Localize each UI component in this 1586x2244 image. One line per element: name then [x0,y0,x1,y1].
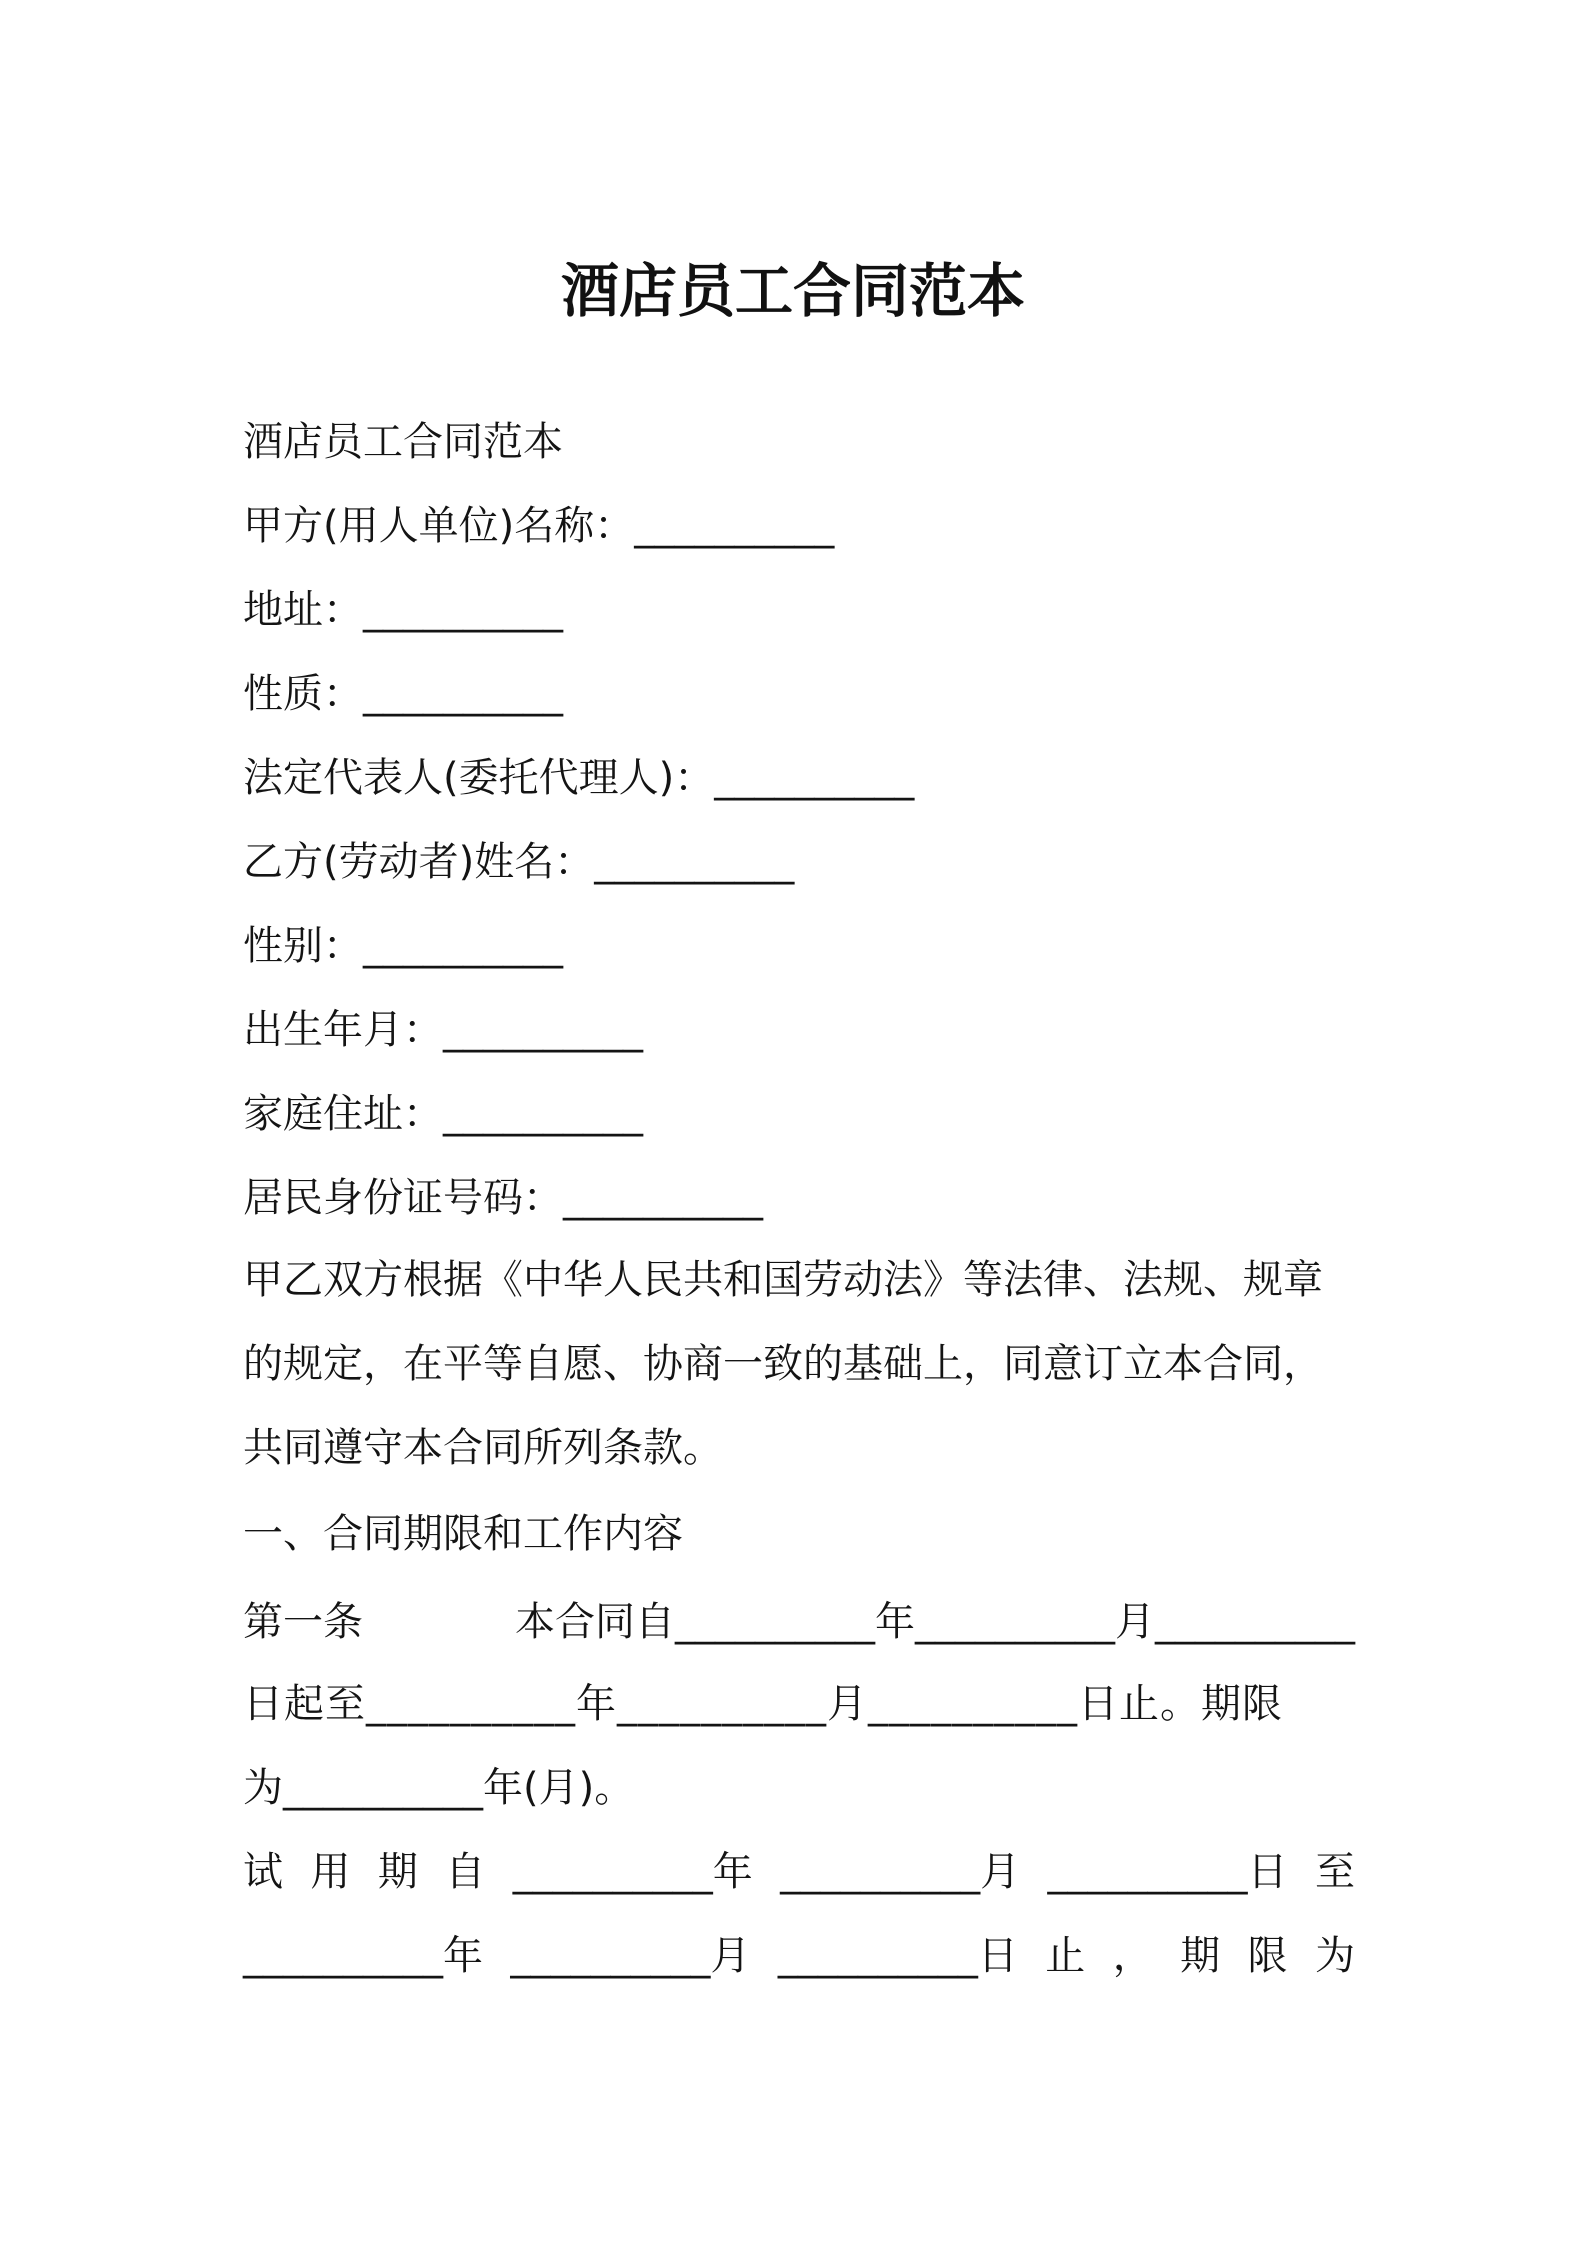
probation-word: 至 [1314,1849,1355,1895]
document-subtitle: 酒店员工合同范本 [243,419,563,465]
id-number-field: 居民身份证号码：__________ [243,1175,763,1221]
nature-field: 性质：__________ [243,671,563,717]
probation-blank-year: __________年 [243,1933,483,1979]
probation-word: 期 [377,1849,418,1895]
party-b-name-field: 乙方(劳动者)姓名：__________ [243,839,795,885]
probation-line-2 [243,1930,1355,1982]
document-title: 酒店员工合同范本 [560,257,1025,325]
probation-blank-day: __________日 [1047,1849,1288,1895]
probation-word: 为 [1314,1933,1355,1979]
preamble-paragraph: 甲乙双方根据《中华人民共和国劳动法》等法律、法规、规章的规定，在平等自愿、协商一致的基础上，同意订立本合同，共同遵守本合同所列条款。 [243,1257,1323,1471]
probation-blank-year: __________年 [512,1849,753,1895]
probation-blank-month: __________月 [780,1849,1021,1895]
probation-word: 止 [1045,1933,1086,1979]
address-field: 地址：__________ [243,587,563,633]
article-1-line-2: 日起至__________年__________月__________日止。期限 [243,1681,1283,1727]
birth-date-field: 出生年月：__________ [243,1007,643,1053]
probation-blank-day: __________日 [777,1933,1018,1979]
party-a-name-field: 甲方(用人单位)名称：__________ [243,503,835,549]
article-1-label: 第一条 [243,1599,363,1645]
probation-word: ， [1112,1933,1153,1979]
section-heading-1: 一、合同期限和工作内容 [243,1511,683,1557]
article-1-text: 本合同自__________年__________月__________ [515,1599,1355,1645]
legal-representative-field: 法定代表人(委托代理人)：__________ [243,755,915,801]
probation-line-1 [243,1846,1355,1898]
probation-word: 自 [445,1849,486,1895]
article-1-line-1 [243,1596,1355,1648]
probation-word: 试 [243,1849,283,1895]
probation-blank-month: __________月 [510,1933,751,1979]
probation-word: 用 [310,1849,351,1895]
probation-word: 期 [1180,1933,1221,1979]
gender-field: 性别：__________ [243,923,563,969]
home-address-field: 家庭住址：__________ [243,1091,643,1137]
article-1-line-3: 为__________年(月)。 [243,1765,635,1811]
probation-word: 限 [1247,1933,1288,1979]
